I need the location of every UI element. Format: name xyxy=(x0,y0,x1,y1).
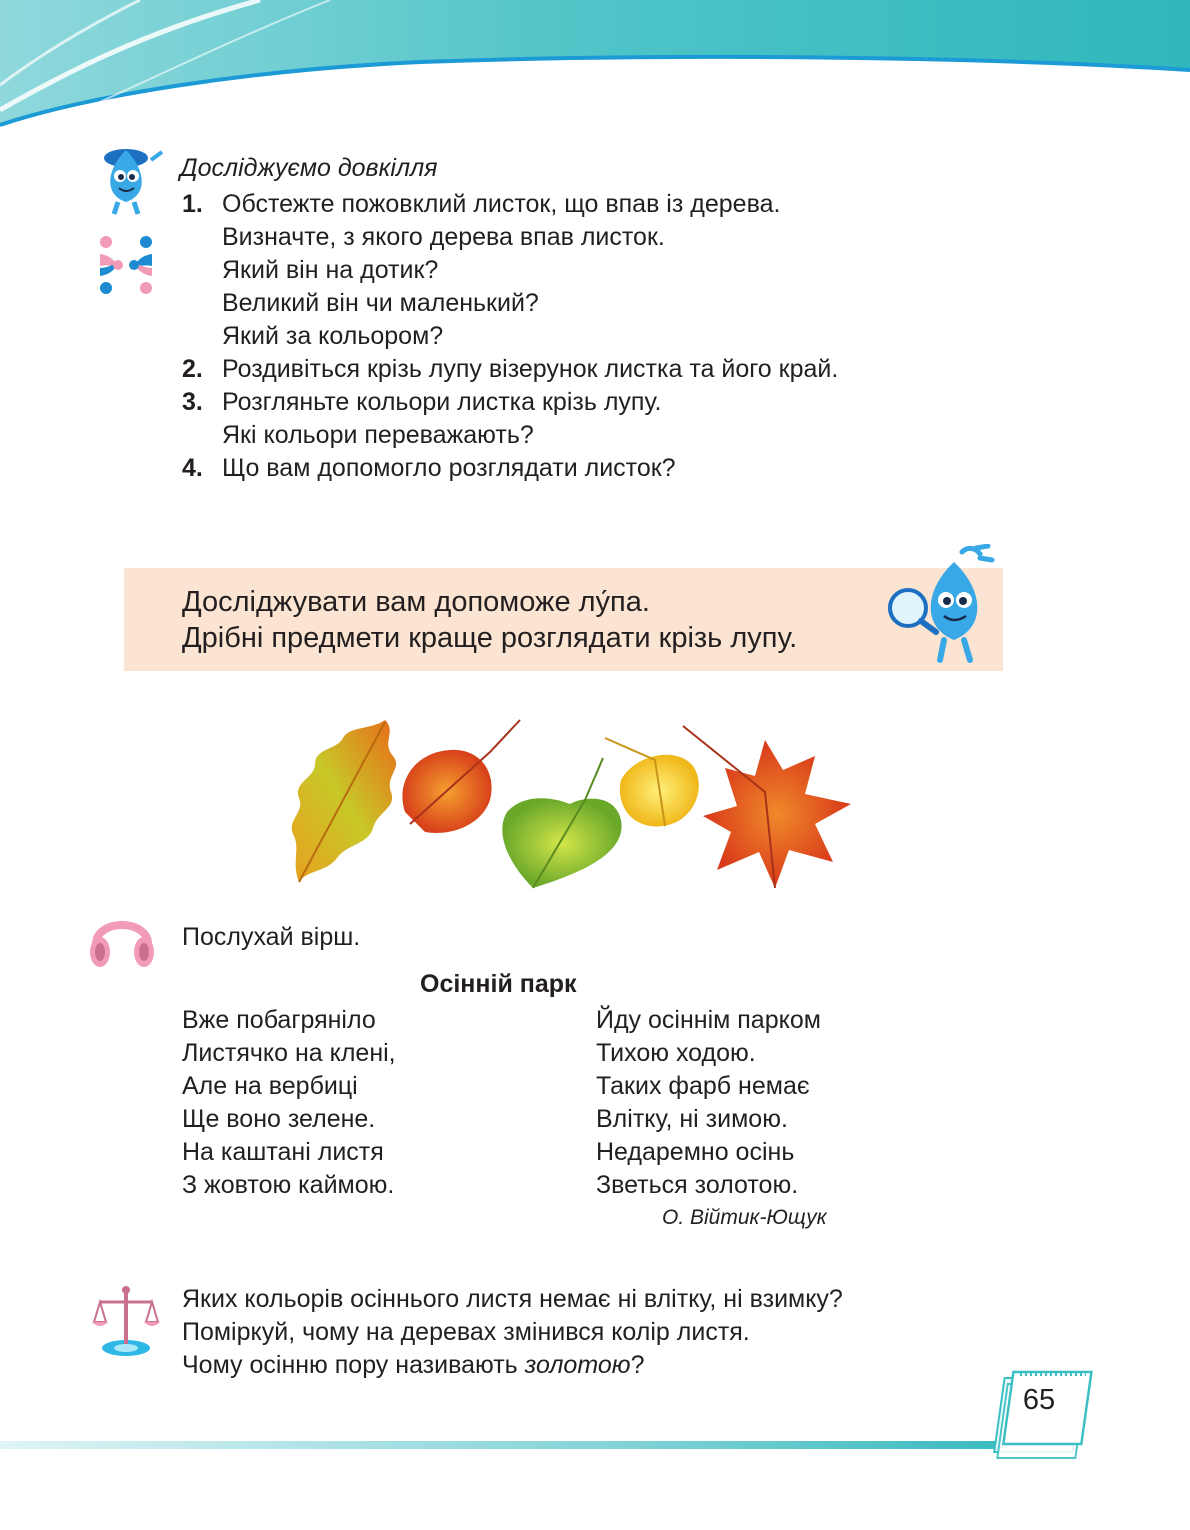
task-text: Які кольори переважають? xyxy=(222,421,534,449)
question-line xyxy=(182,1349,843,1382)
task-number: 3. xyxy=(182,388,203,416)
question-text: ? xyxy=(630,1351,645,1379)
poem-line: З жовтою каймою. xyxy=(182,1171,395,1199)
poem-line: Листячко на клені, xyxy=(182,1039,396,1067)
question-text: Чому осінню пору називають xyxy=(182,1351,525,1379)
poem-line: Зветься золотою. xyxy=(596,1171,799,1199)
task-text: Обстежте пожовклий листок, що впав із дерева. xyxy=(222,190,781,218)
task-number: 4. xyxy=(182,454,203,482)
question-line: Яких кольорів осіннього листя немає ні влітку, ні взимку? xyxy=(182,1285,843,1313)
poem-line: Недаремно осінь xyxy=(596,1138,795,1166)
info-box xyxy=(124,568,1003,671)
poem-line: Вже побагряніло xyxy=(182,1006,376,1034)
section-title: Досліджуємо довкілля xyxy=(180,154,438,182)
poem-line: Таких фарб немає xyxy=(596,1072,810,1100)
poem-author: О. Війтик-Ющук xyxy=(662,1206,827,1229)
task-text: Роздивіться крізь лупу візерунок листка та його край. xyxy=(222,355,839,383)
group-work-icon xyxy=(94,232,160,298)
listen-instruction: Послухай вірш. xyxy=(182,923,361,951)
autumn-leaves-illustration xyxy=(285,712,860,897)
task-number: 2. xyxy=(182,355,203,383)
page-number: 65 xyxy=(1022,1384,1056,1416)
question-emphasis: золотою xyxy=(524,1351,631,1379)
task-text: Який за кольором? xyxy=(222,322,444,350)
info-line: Дрібні предмети краще розглядати крізь лупу. xyxy=(182,622,798,654)
water-drop-mascot-icon xyxy=(96,140,166,218)
magnifier-mascot-icon xyxy=(884,544,1004,666)
page-number-box xyxy=(992,1368,1104,1478)
task-number: 1. xyxy=(182,190,203,218)
task-text: Визначте, з якого дерева впав листок. xyxy=(222,223,665,251)
headphones-icon xyxy=(86,904,158,972)
poem-line: Ще воно зелене. xyxy=(182,1105,376,1133)
info-line: Досліджувати вам допоможе лу́па. xyxy=(182,586,650,618)
poem-line: Але на вербиці xyxy=(182,1072,358,1100)
scales-icon xyxy=(92,1284,160,1360)
poem-line: Тихою ходою. xyxy=(596,1039,756,1067)
poem-line: Йду осіннім парком xyxy=(596,1006,821,1034)
questions xyxy=(182,1283,843,1382)
poem-column-left xyxy=(182,1004,396,1202)
poem-title: Осінній парк xyxy=(420,970,577,998)
top-banner xyxy=(0,0,1190,135)
task-text: Великий він чи маленький? xyxy=(222,289,539,317)
task-text: Який він на дотик? xyxy=(222,256,439,284)
task-text: Розгляньте кольори листка крізь лупу. xyxy=(222,388,662,416)
poem-line: Влітку, ні зимою. xyxy=(596,1105,788,1133)
poem-line: На каштані листя xyxy=(182,1138,384,1166)
task-text: Що вам допомогло розглядати листок? xyxy=(222,454,676,482)
poem-column-right xyxy=(596,1004,821,1202)
task-list xyxy=(182,188,982,488)
question-line: Поміркуй, чому на деревах змінився колір листя. xyxy=(182,1318,750,1346)
